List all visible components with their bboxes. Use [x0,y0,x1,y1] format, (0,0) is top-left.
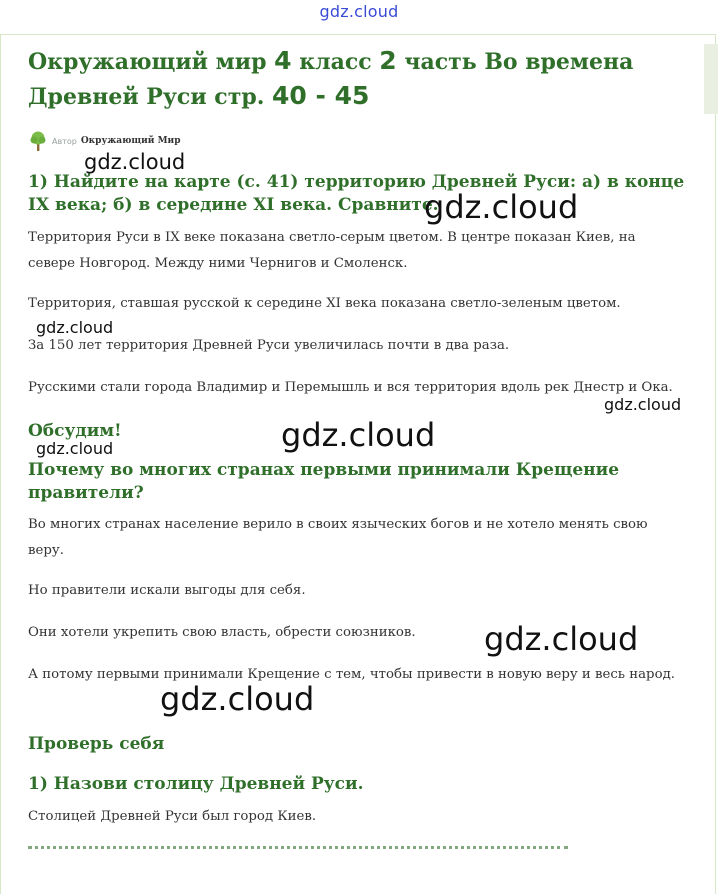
watermark: gdz.cloud [281,416,436,454]
discuss-paragraph-4: А потому первыми принимали Крещение с тем, чтобы привести в новую веру и весь народ. [28,667,675,682]
discuss-paragraph-2: Но правители искали выгоды для себя. [28,583,306,598]
title-text-1: Окружающий мир [28,49,275,75]
check-answer-1: Столицей Древней Руси был город Киев. [28,809,317,824]
watermark: gdz.cloud [36,439,114,458]
question-1-heading: 1) Найдите на карте (с. 41) территорию Древней Руси: а) в конце IX века; б) в середине XI века. Сравните. [28,172,685,215]
top-watermark-text: gdz.cloud [319,2,399,21]
title-part: 2 [379,46,397,75]
watermark: gdz.cloud [36,318,114,337]
title-pages: 40 - 45 [272,81,370,110]
page-title [28,44,688,114]
discuss-heading: Обсудим! [28,421,122,441]
q1-paragraph-3: За 150 лет территория Древней Руси увеличилась почти в два раза. [28,338,510,353]
title-text-3: часть Во времена Древней Руси стр. [28,49,634,110]
watermark: gdz.cloud [604,395,682,414]
check-heading: Проверь себя [28,734,165,754]
watermark: gdz.cloud [484,620,639,658]
q1-paragraph-2: Территория, ставшая русской к середине XI века показана светло-зеленым цветом. [28,296,621,311]
watermark: gdz.cloud [424,188,579,226]
title-grade: 4 [274,46,292,75]
author-label: Автор [52,136,77,146]
author-link[interactable]: Окружающий Мир [80,136,181,146]
q1-paragraph-4: Русскими стали города Владимир и Перемышль и вся территория вдоль рек Днестр и Ока. [28,380,673,395]
watermark: gdz.cloud [84,150,186,174]
discuss-question: Почему во многих странах первыми принимали Крещение правители? [28,460,620,503]
watermark: gdz.cloud [160,680,315,718]
side-strip [704,44,718,114]
author-row [28,130,181,152]
cut-off-next-line [28,838,588,856]
discuss-paragraph-1: Во многих странах население верило в своих языческих богов и не хотело менять свою веру. [28,517,648,558]
tree-icon [28,130,48,152]
q1-paragraph-1: Территория Руси в IX веке показана светло-серым цветом. В центре показан Киев, на севере Новгород. Между ними Чернигов и Смоленск. [28,230,636,271]
check-question-1: 1) Назови столицу Древней Руси. [28,774,364,794]
title-text-2: класс [291,49,380,75]
top-watermark [0,0,718,34]
discuss-paragraph-3: Они хотели укрепить свою власть, обрести союзников. [28,625,416,640]
